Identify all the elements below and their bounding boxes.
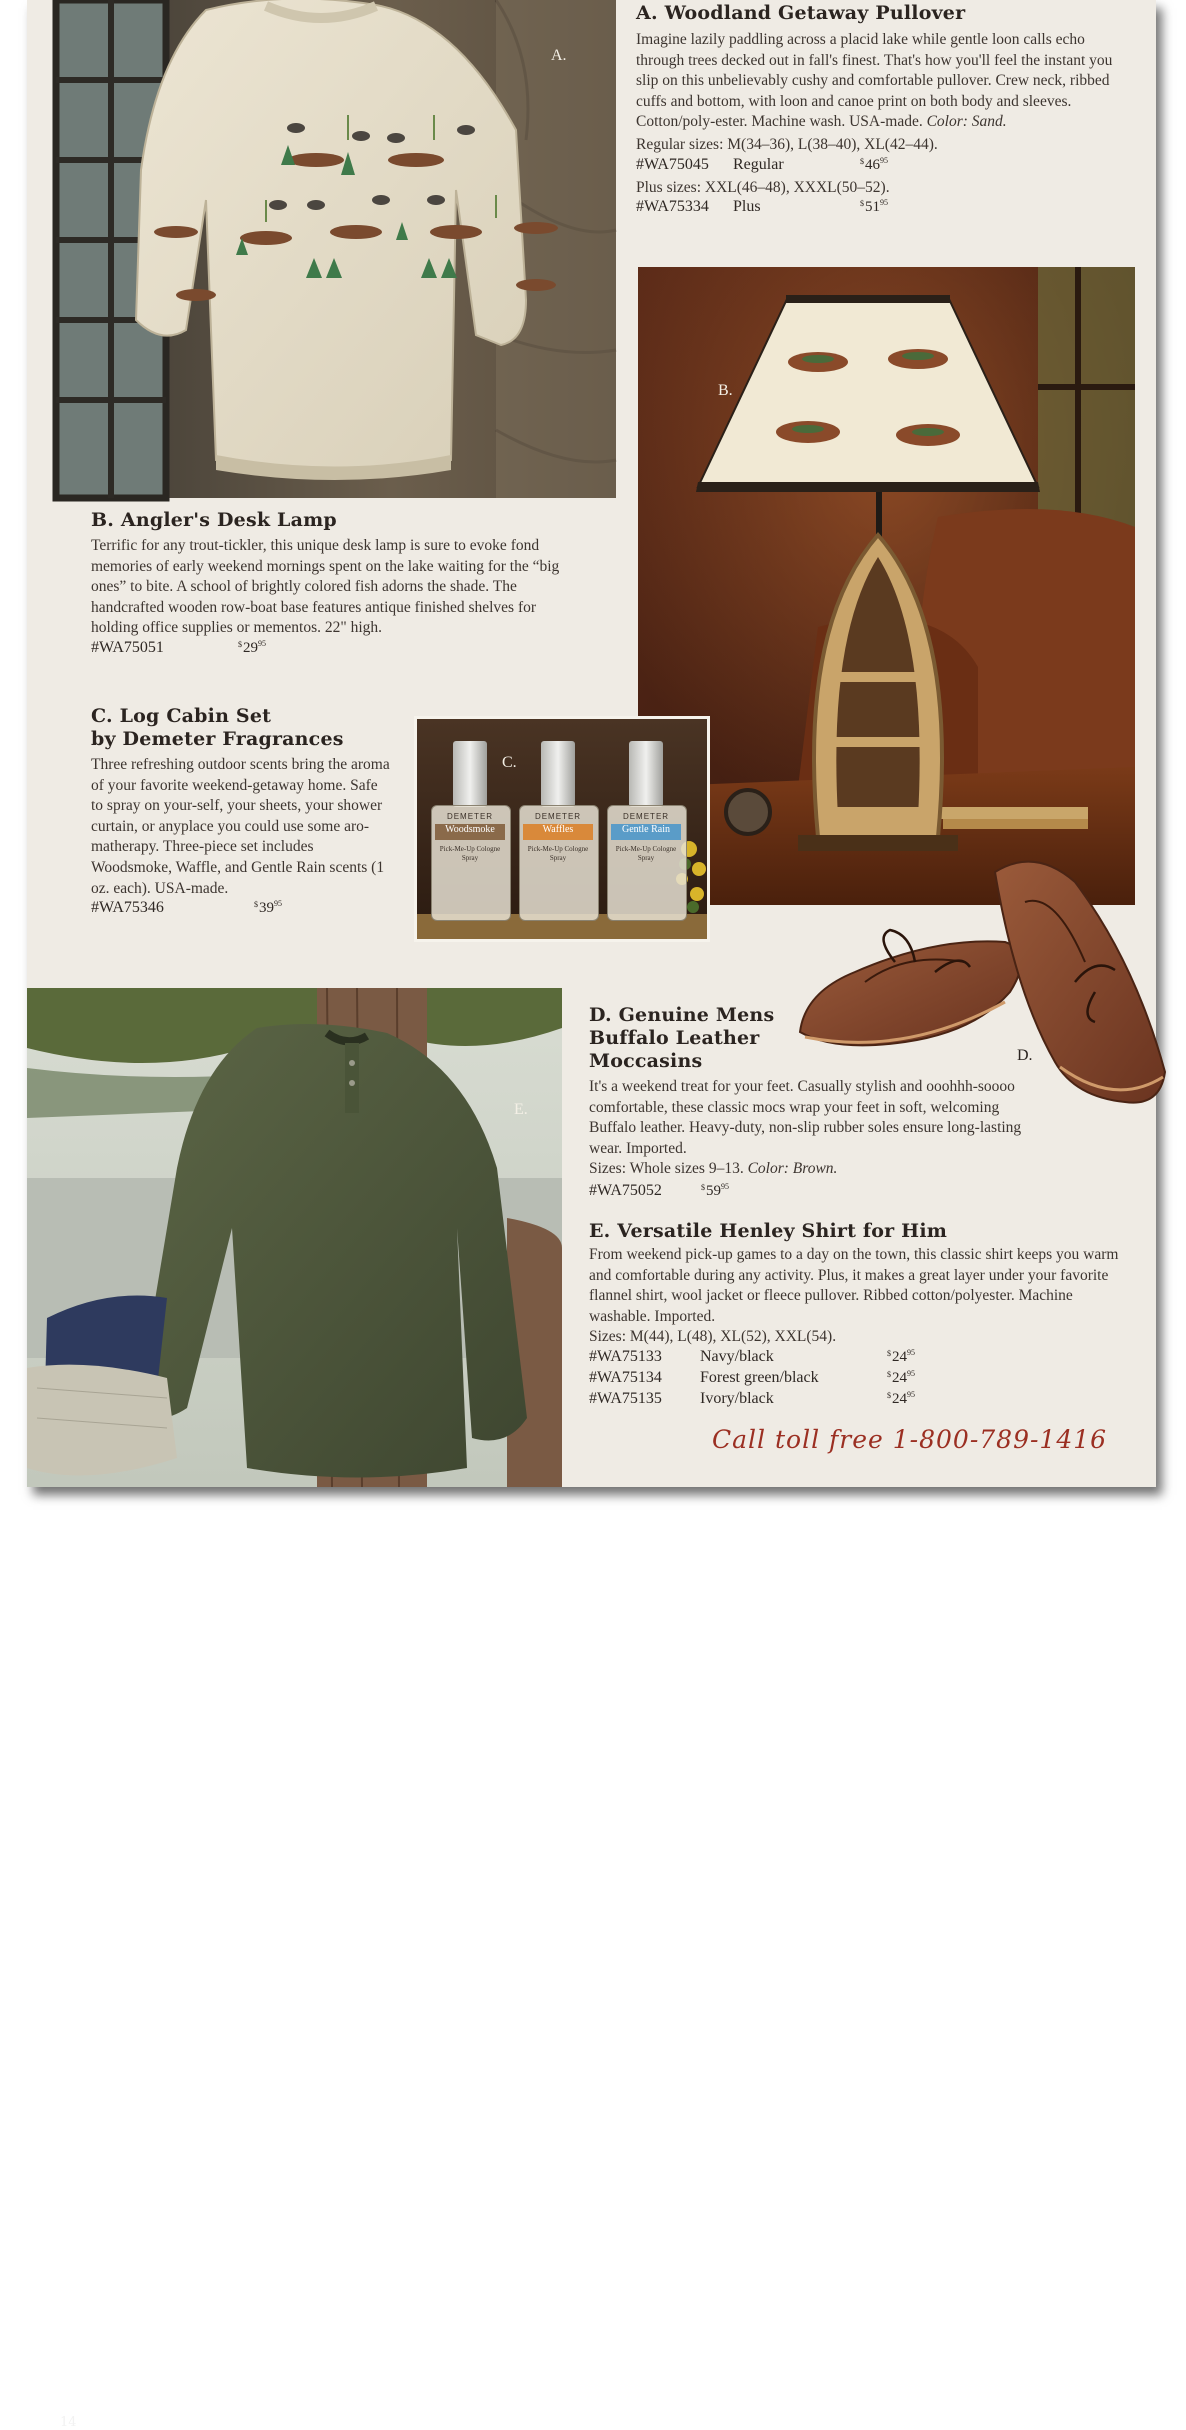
product-c-description: Three refreshing outdoor scents bring the aroma of your favorite weekend-getaway home. Safe to spray on your-self, your sheets, your shower curtain, or anyplace you could use some aro-matherapy. Three-piece set includes Woodsmoke, Waffle, and Gentle Rain scents (1 oz. each). USA-made. bbox=[91, 756, 390, 897]
photo-letter-b: B. bbox=[718, 382, 733, 399]
henley-photo bbox=[27, 988, 562, 2430]
photo-letter-d: D. bbox=[1017, 1047, 1033, 1064]
variant-row bbox=[589, 1348, 1129, 1369]
bottle-label: Gentle Rain bbox=[611, 824, 681, 840]
product-c-dollar: $ bbox=[254, 900, 258, 910]
fragrance-bottle bbox=[431, 741, 509, 919]
product-d-color: Color: Brown. bbox=[747, 1160, 838, 1178]
pullover-photo bbox=[56, 0, 616, 498]
page-number: 14 bbox=[60, 2415, 77, 2430]
variant-color: Forest green/black bbox=[700, 1368, 819, 1386]
bottle-cap bbox=[541, 741, 575, 807]
variant-color: Navy/black bbox=[700, 1347, 774, 1365]
bottle-sub: Pick-Me-Up Cologne Spray bbox=[527, 845, 589, 862]
product-a-regular-sku: #WA75045 bbox=[636, 155, 709, 173]
pullover-image bbox=[56, 0, 616, 498]
product-c-cents: 95 bbox=[274, 899, 282, 909]
product-a-regular-cents: 95 bbox=[880, 155, 888, 165]
variant-dollar: $ bbox=[887, 1390, 891, 1400]
product-c-price-value: 39 bbox=[259, 900, 274, 917]
fragrance-photo bbox=[414, 716, 710, 942]
product-d-description: It's a weekend treat for your feet. Casually stylish and ooohhh-soooo comfortable, these classic mocs wrap your feet in soft, welcoming Buffalo leather. Heavy-duty, non-slip rubber soles ensure long-lasting wear. Imported. bbox=[589, 1078, 1022, 1157]
photo-letter-a: A. bbox=[551, 47, 567, 64]
variant-price bbox=[887, 1348, 915, 1366]
variant-sku: #WA75133 bbox=[589, 1347, 662, 1365]
fragrance-bottle bbox=[519, 741, 597, 919]
fragrance-bottle bbox=[607, 741, 685, 919]
bottle-brand: DEMETER bbox=[534, 812, 582, 821]
product-a-plus-price bbox=[860, 198, 888, 216]
product-d-sku: #WA75052 bbox=[589, 1181, 662, 1199]
variant-price-value: 24 bbox=[892, 1390, 907, 1407]
lamp-image bbox=[638, 267, 1135, 905]
bottle-cap bbox=[629, 741, 663, 807]
variant-row bbox=[589, 1369, 1129, 1390]
variant-dollar: $ bbox=[887, 1369, 891, 1379]
bottle-sub: Pick-Me-Up Cologne Spray bbox=[615, 845, 677, 862]
product-e-description: From weekend pick-up games to a day on the town, this classic shirt keeps you warm and comfortable during any activity. Plus, it makes a great layer under your favorite flannel shirt, wool jacket or fleece pullover. Ribbed cotton/polyester. Machine washable. Imported. bbox=[589, 1246, 1119, 1325]
bottle-body bbox=[607, 805, 687, 921]
variant-price bbox=[887, 1369, 915, 1387]
product-c-price bbox=[254, 899, 282, 917]
product-e-sizes: Sizes: M(44), L(48), XL(52), XXL(54). bbox=[589, 1328, 837, 1346]
product-b-block bbox=[91, 509, 571, 660]
product-b-description: Terrific for any trout-tickler, this unique desk lamp is sure to evoke fond memories of early weekend mornings spent on the lake waiting for the “big ones” to bite. A school of brightly colored fish adorns the shade. The handcrafted wooden row-boat base features antique finished shelves for holding office supplies or mementos. 22" high. bbox=[91, 537, 560, 637]
variant-sku: #WA75135 bbox=[589, 1389, 662, 1407]
bottle-cap bbox=[453, 741, 487, 807]
product-e-variants bbox=[589, 1348, 1129, 1411]
product-b-dollar: $ bbox=[238, 639, 242, 649]
product-d-cents: 95 bbox=[721, 1181, 729, 1191]
product-c-title-line2: by Demeter Fragrances bbox=[91, 728, 344, 750]
variant-price bbox=[887, 1390, 915, 1408]
bottle-body bbox=[431, 805, 511, 921]
product-b-price-row bbox=[91, 639, 571, 660]
photo-letter-e: E. bbox=[514, 1101, 528, 1118]
product-d-dollar: $ bbox=[701, 1182, 705, 1192]
product-a-plus-price-value: 51 bbox=[865, 199, 880, 216]
product-b-price-value: 29 bbox=[243, 639, 258, 656]
product-d-price bbox=[701, 1182, 729, 1200]
variant-cents: 95 bbox=[907, 1347, 915, 1357]
product-d-price-row bbox=[589, 1182, 1049, 1203]
bottle-label: Woodsmoke bbox=[435, 824, 505, 840]
product-a-regular-row bbox=[636, 156, 1136, 177]
product-c-sku: #WA75346 bbox=[91, 899, 164, 917]
bottle-group bbox=[431, 741, 701, 921]
product-a-plus-label: Plus bbox=[733, 198, 761, 216]
product-c-price-row bbox=[91, 899, 391, 920]
product-a-description-text: Imagine lazily paddling across a placid lake while gentle loon calls echo through trees decked out in fall's finest. That's how you'll feel the instant you slip on this unbelievably cushy and comfortable pullover. Crew neck, ribbed cuffs and bottom, with loon and canoe print on both body and sleeves. Cotton/poly-ester. Machine wash. USA-made. bbox=[636, 31, 1113, 131]
henley-image bbox=[27, 988, 562, 1487]
product-a-regular-dollar: $ bbox=[860, 156, 864, 166]
variant-row bbox=[589, 1390, 1129, 1411]
bottle-label: Waffles bbox=[523, 824, 593, 840]
product-d-title-line1: D. Genuine Mens bbox=[589, 1004, 775, 1026]
product-d-sizes-line bbox=[589, 1159, 1049, 1180]
product-a-regular-price-value: 46 bbox=[865, 156, 880, 173]
product-a-color: Color: Sand. bbox=[926, 113, 1007, 131]
product-a-description bbox=[636, 30, 1136, 133]
product-d-price-value: 59 bbox=[706, 1182, 721, 1199]
variant-price-value: 24 bbox=[892, 1348, 907, 1365]
variant-sku: #WA75134 bbox=[589, 1368, 662, 1386]
product-a-title: A. Woodland Getaway Pullover bbox=[636, 2, 966, 24]
variant-color: Ivory/black bbox=[700, 1389, 774, 1407]
product-a-plus-sku: #WA75334 bbox=[636, 198, 709, 216]
product-a-block bbox=[636, 2, 1136, 219]
product-b-price bbox=[238, 639, 266, 657]
bottle-body bbox=[519, 805, 599, 921]
call-toll-free: Call toll free 1-800-789-1416 bbox=[712, 1425, 1108, 1454]
product-d-sizes: Sizes: Whole sizes 9–13. bbox=[589, 1160, 744, 1178]
bottle-brand: DEMETER bbox=[446, 812, 494, 821]
product-d-title-line3: Moccasins bbox=[589, 1050, 703, 1072]
product-b-title: B. Angler's Desk Lamp bbox=[91, 509, 337, 531]
product-a-plus-sizes: Plus sizes: XXL(46–48), XXXL(50–52). bbox=[636, 178, 890, 196]
variant-price-value: 24 bbox=[892, 1369, 907, 1386]
product-e-block bbox=[589, 1220, 1129, 1411]
product-a-regular-label: Regular bbox=[733, 155, 784, 173]
bottle-brand: DEMETER bbox=[622, 812, 670, 821]
product-a-plus-dollar: $ bbox=[860, 199, 864, 209]
product-a-plus-row bbox=[636, 198, 1136, 219]
variant-cents: 95 bbox=[907, 1389, 915, 1399]
product-d-block bbox=[589, 1004, 1049, 1203]
product-a-regular-price bbox=[860, 156, 888, 174]
product-b-cents: 95 bbox=[258, 638, 266, 648]
product-a-regular-sizes: Regular sizes: M(34–36), L(38–40), XL(42–44). bbox=[636, 135, 938, 153]
product-b-sku: #WA75051 bbox=[91, 638, 164, 656]
variant-dollar: $ bbox=[887, 1348, 891, 1358]
variant-cents: 95 bbox=[907, 1368, 915, 1378]
product-d-title-line2: Buffalo Leather bbox=[589, 1027, 760, 1049]
lamp-photo bbox=[638, 267, 1135, 905]
product-c-block bbox=[91, 705, 391, 920]
product-a-plus-cents: 95 bbox=[880, 198, 888, 208]
catalog-page bbox=[27, 0, 1156, 2430]
product-e-title: E. Versatile Henley Shirt for Him bbox=[589, 1220, 948, 1242]
product-c-title-line1: C. Log Cabin Set bbox=[91, 705, 272, 727]
bottle-sub: Pick-Me-Up Cologne Spray bbox=[439, 845, 501, 862]
photo-letter-c: C. bbox=[502, 754, 517, 771]
